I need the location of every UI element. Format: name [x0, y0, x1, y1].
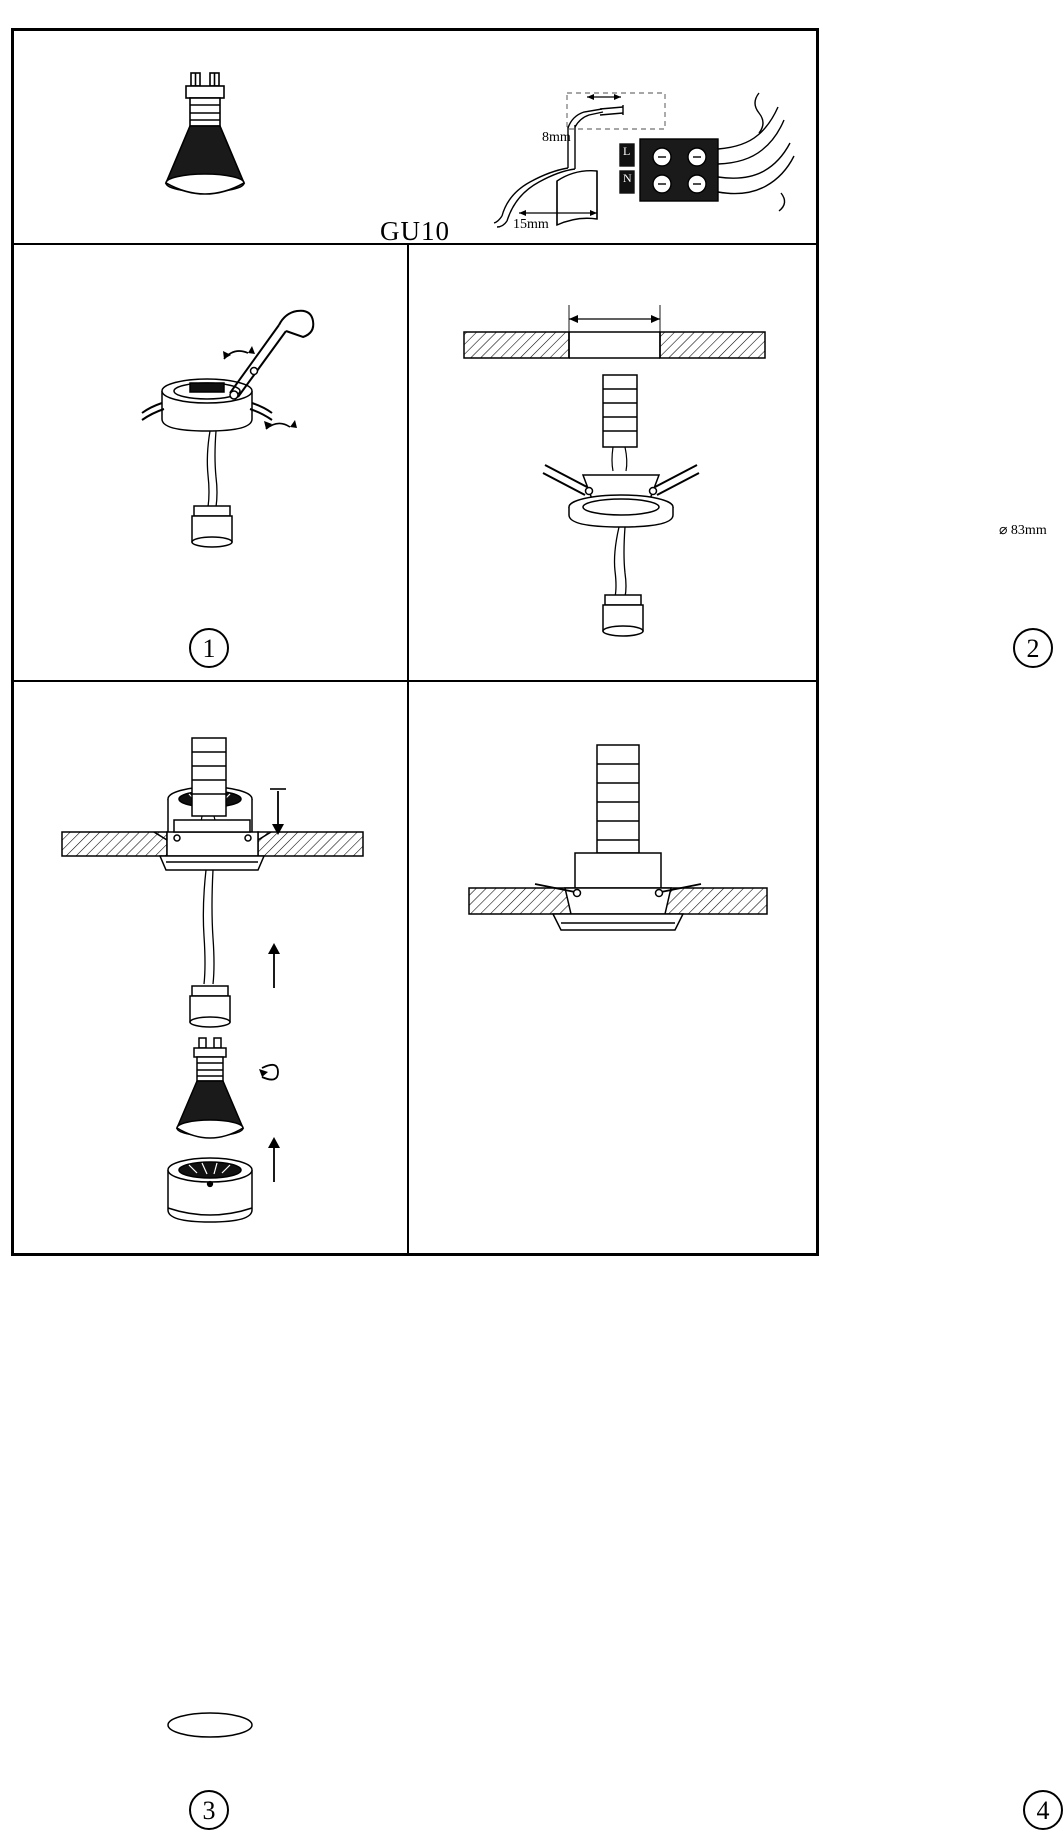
- panel-step-2: [407, 243, 1047, 680]
- step4-drawing: [407, 680, 816, 1253]
- step-number-2: 2: [1013, 628, 1053, 668]
- cutout-diameter-label: ⌀ 83mm: [999, 523, 1047, 538]
- gu10-lamp-drawing: [14, 31, 407, 243]
- terminal-l-label: L: [623, 144, 631, 158]
- panel-top: [14, 31, 816, 246]
- panel-step-1: [14, 243, 407, 680]
- dim-8mm-label: 8mm: [542, 130, 571, 145]
- wiring-terminal-drawing: [407, 31, 816, 243]
- panel-step-4: [407, 680, 1050, 1825]
- diagram-frame: [11, 28, 1050, 1825]
- step-number-3: 3: [189, 1790, 229, 1830]
- terminal-n-label: N: [623, 171, 632, 185]
- panel-step-3: [14, 680, 407, 1825]
- step2-drawing: [407, 243, 816, 680]
- step1-drawing: [14, 243, 407, 680]
- step3-drawing: [14, 680, 407, 1253]
- gu10-label: GU10: [380, 216, 450, 246]
- step-number-4: 4: [1023, 1790, 1063, 1830]
- step-number-1: 1: [189, 628, 229, 668]
- dim-15mm-label: 15mm: [513, 217, 549, 232]
